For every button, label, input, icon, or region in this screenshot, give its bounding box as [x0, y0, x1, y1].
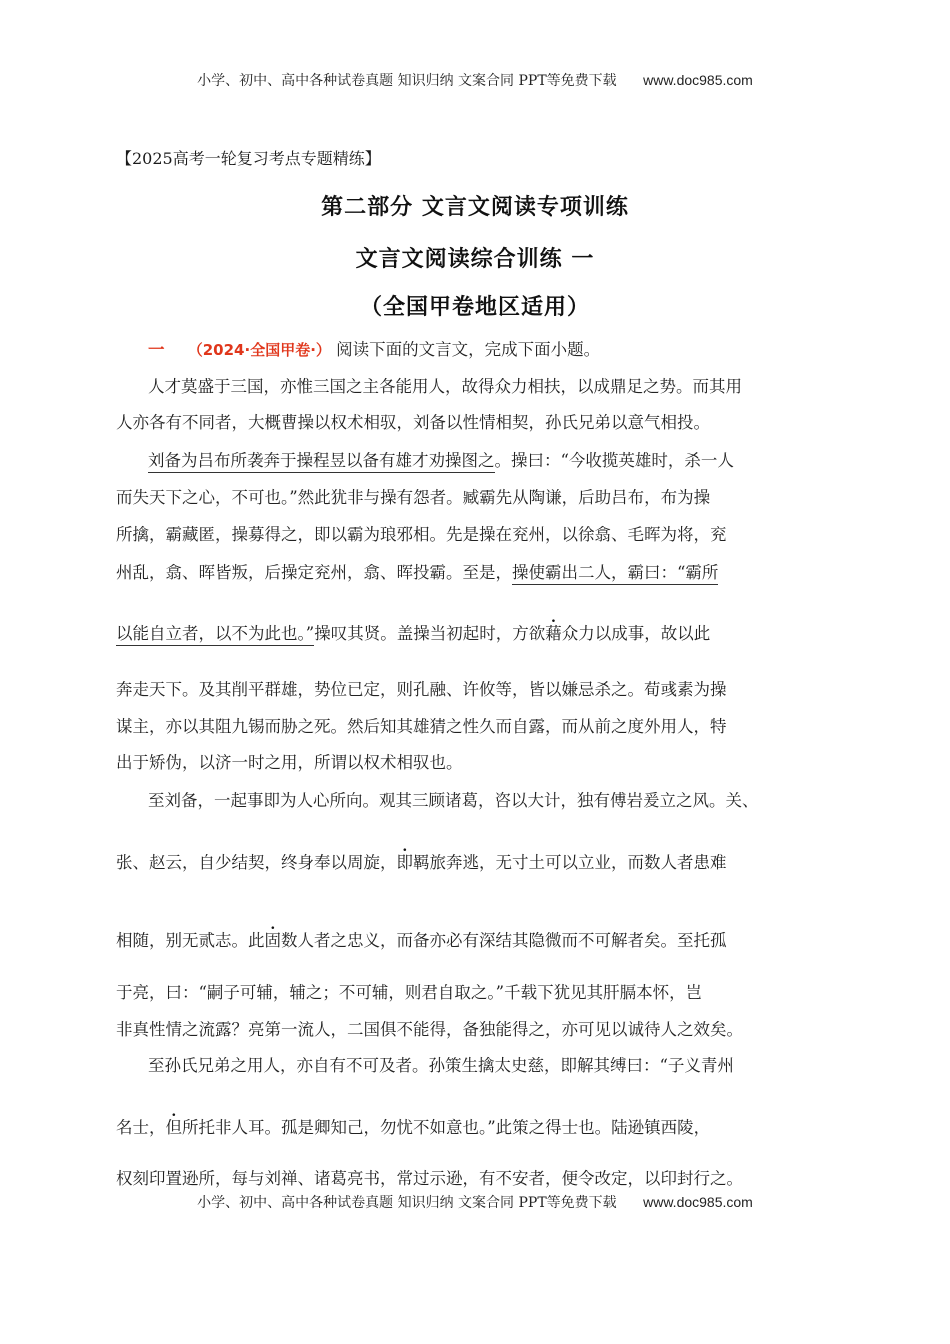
- dotted-character: 但: [165, 1118, 182, 1137]
- passage-line: 所擒，霸藏匿，操募得之，即以霸为琅邪相。先是操在兖州，以徐翕、毛晖为将，兖: [116, 525, 727, 544]
- dotted-character: 藉: [545, 624, 562, 643]
- header-url[interactable]: www.doc985.com: [643, 72, 753, 88]
- exam-tag: 【2025高考一轮复习考点专题精练】: [116, 149, 381, 168]
- passage-line: 权刻印置逊所，每与刘禅、诸葛亮书，常过示逊，有不安者，便令改定，以印封行之。: [116, 1169, 743, 1188]
- underlined-sentence: 操使霸出二人，霸曰：“霸所: [512, 563, 718, 585]
- passage-line: 至刘备，一起事即为人心所向。观其三顾诸葛，咨以大计，独有傅岩爰立之风。关、: [148, 791, 759, 810]
- question-source: （2024·全国甲卷·）: [187, 341, 331, 359]
- passage-line: 于亮，曰：“嗣子可辅，辅之；不可辅，则君自取之。”千载下犹见其肝膈本怀，岂: [116, 983, 703, 1002]
- passage-text: 张、赵云，自少结契，终身奉以周旋，: [116, 853, 397, 872]
- question-number: 一: [148, 340, 165, 359]
- passage-text: 羁旅奔逃，无寸土可以立业，而数人者患难: [413, 853, 727, 872]
- dotted-character: 即: [396, 853, 413, 872]
- passage-line: [116, 620, 710, 644]
- passage-line: [116, 1114, 710, 1138]
- passage-line: 而失天下之心，不可也。”然此犹非与操有怨者。臧霸先从陶谦，后助吕布，布为操: [116, 488, 711, 507]
- page-footer: [0, 1192, 950, 1212]
- part-title: 第二部分 文言文阅读专项训练: [321, 195, 629, 220]
- passage-line: 至孙氏兄弟之用人，亦自有不可及者。孙策生擒太史慈，即解其缚曰：“子义青州: [148, 1056, 734, 1075]
- question-instruction: 阅读下面的文言文，完成下面小题。: [336, 340, 601, 359]
- passage-text: 。操曰：“今收揽英雄时，杀一人: [494, 451, 734, 470]
- passage-line: 奔走天下。及其削平群雄，势位已定，则孔融、许攸等，皆以嫌忌杀之。荀彧素为操: [116, 680, 727, 699]
- passage-line: [148, 447, 734, 471]
- question-line: [148, 336, 600, 360]
- header-text: 小学、初中、高中各种试卷真题 知识归纳 文案合同 PPT等免费下载: [197, 73, 617, 89]
- passage-text: 所托非人耳。孤是卿知己，勿忧不如意也。”此策之得士也。陆逊镇西陵，: [182, 1118, 711, 1137]
- passage-text: 州乱，翕、晖皆叛，后操定兖州，翕、晖投霸。至是，: [116, 563, 512, 582]
- passage-text: 名士，: [116, 1118, 166, 1137]
- training-title: 文言文阅读综合训练 一: [355, 247, 595, 272]
- passage-line: [116, 927, 727, 951]
- underlined-sentence: 刘备为吕布所袭奔于操程昱以备有雄才劝操图之: [148, 451, 495, 473]
- passage-text: 相随，别无贰志。此: [116, 931, 265, 950]
- page-header: [0, 70, 950, 90]
- footer-text: 小学、初中、高中各种试卷真题 知识归纳 文案合同 PPT等免费下载: [197, 1195, 617, 1211]
- passage-text: 数人者之忠义，而备亦必有深结其隐微而不可解者矣。至托孤: [281, 931, 727, 950]
- passage-line: [116, 849, 727, 873]
- passage-line: 人亦各有不同者，大概曹操以权术相驭，刘备以性情相契，孙氏兄弟以意气相投。: [116, 413, 710, 432]
- passage-line: 出于矫伪，以济一时之用，所谓以权术相驭也。: [116, 753, 463, 772]
- passage-text: 众力以成事，故以此: [561, 624, 711, 643]
- passage-line: 人才莫盛于三国，亦惟三国之主各能用人，故得众力相扶，以成鼎足之势。而其用: [148, 377, 742, 396]
- passage-text: 操叹其贤。盖操当初起时，方欲: [314, 624, 546, 643]
- underlined-sentence: 以能自立者，以不为此也。”: [116, 624, 314, 646]
- dotted-character: 固: [264, 931, 281, 950]
- region-title: （全国甲卷地区适用）: [359, 295, 590, 320]
- passage-line: [116, 559, 718, 583]
- passage-line: 非真性情之流露？亮第一流人，二国俱不能得，备独能得之，亦可见以诚待人之效矣。: [116, 1020, 743, 1039]
- passage-line: 谋主，亦以其阻九锡而胁之死。然后知其雄猜之性久而自露，而从前之度外用人，特: [116, 717, 727, 736]
- footer-url[interactable]: www.doc985.com: [643, 1194, 753, 1210]
